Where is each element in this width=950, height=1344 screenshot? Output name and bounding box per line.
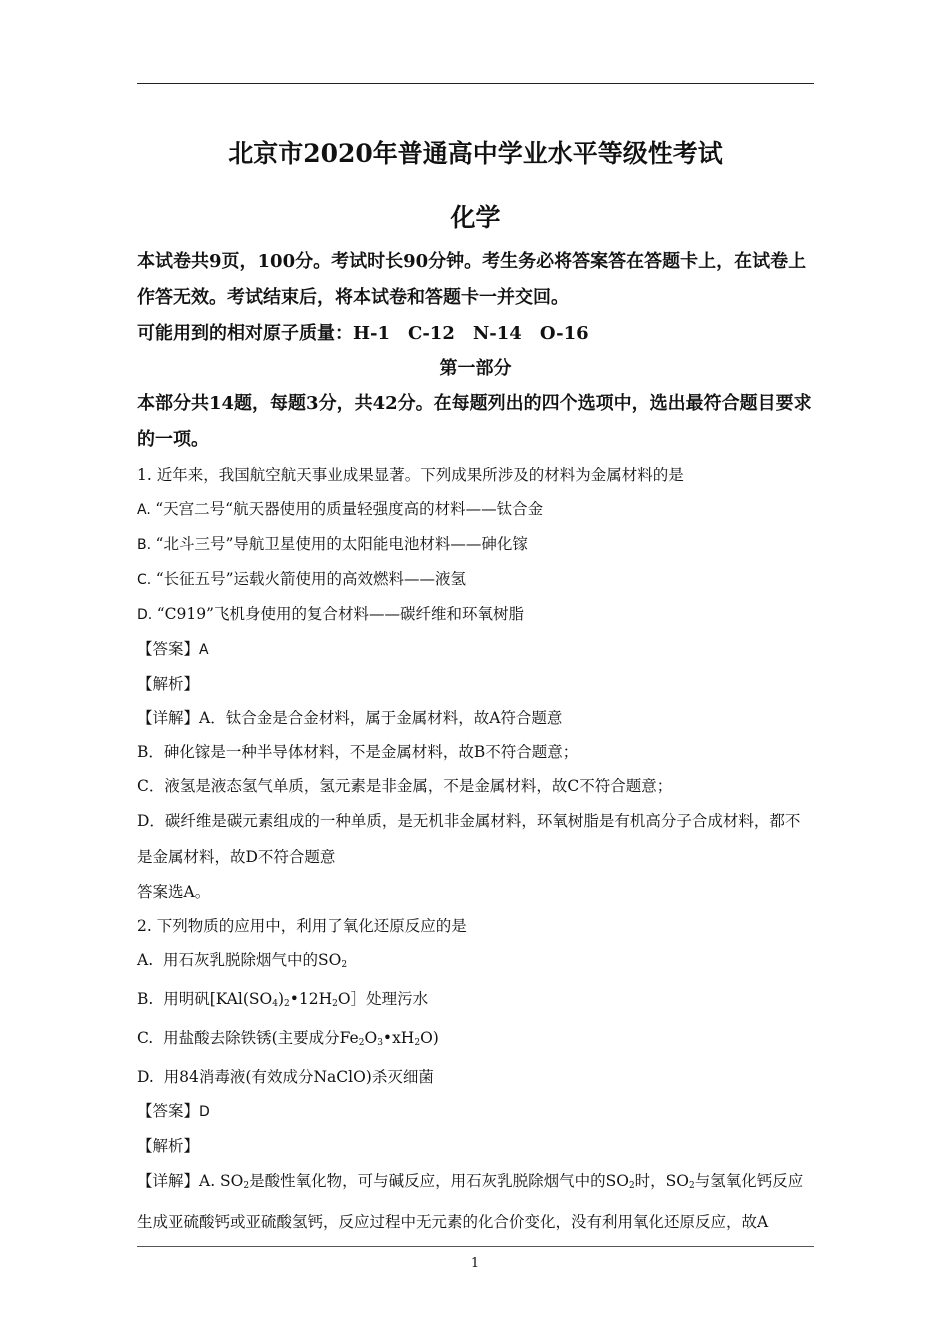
q2-option-a: A. 用石灰乳脱除烟气中的$SO_2$: [137, 951, 348, 970]
q1-detail-1: 【详解】A．钛合金是合金材料，属于金属材料，故A符合题意: [137, 709, 563, 727]
q1-detail-3: C．液氢是液态氢气单质，氢元素是非金属，不是金属材料，故C不符合题意；: [137, 777, 673, 795]
q2-detail: 【详解】A. $SO_2$是酸性氧化物，可与碱反应，用石灰乳脱除烟气中的$SO_2$时，$SO_2$与氢氧化钙反应生成亚硫酸钙或亚硫酸氢钙，反应过程中无元素的化合价变化，没有利用氧化还原反应，故A: [137, 1172, 804, 1231]
exam-title: 北京市2020年普通高中学业水平等级性考试: [228, 139, 723, 168]
q1-stem: 1. 近年来，我国航空航天事业成果显著。下列成果所涉及的材料为金属材料的是: [137, 466, 684, 484]
q2-stem: 2. 下列物质的应用中，利用了氧化还原反应的是: [137, 917, 467, 935]
q1-option-a: A. “天宫二号“航天器使用的质量轻强度高的材料——钛合金: [137, 500, 544, 518]
exam-notice: 本试卷共9页，100分。考试时长90分钟。考生务必将答案答在答题卡上，在试卷上作答无效。考试结束后，将本试卷和答题卡一并交回。: [137, 251, 807, 308]
q1-answer: 【答案】A: [137, 640, 209, 658]
page-number: 1: [470, 1256, 480, 1271]
subject-title: 化学: [450, 203, 501, 232]
q1-conclusion: 答案选A。: [137, 883, 211, 901]
q1-option-d: D. “C919”飞机身使用的复合材料——碳纤维和环氧树脂: [137, 605, 524, 623]
q2-answer: 【答案】D: [137, 1102, 210, 1120]
q1-analysis-tag: 【解析】: [137, 675, 200, 693]
part-heading: 第一部分: [439, 358, 512, 379]
q2-option-b: B. 用明矾[$KAl(SO_4)_2•12H_2O]$处理污水: [137, 990, 429, 1009]
document-page: [137, 120, 814, 1240]
footer-rule: [137, 1246, 814, 1247]
q1-option-c: C. “长征五号”运载火箭使用的高效燃料——液氢: [137, 570, 467, 588]
atomic-masses: 可能用到的相对原子质量：H-1 C-12 N-14 O-16: [137, 323, 589, 344]
q1-detail-4: D．碳纤维是碳元素组成的一种单质，是无机非金属材料，环氧树脂是有机高分子合成材料，都不是金属材料，故D不符合题意: [137, 812, 801, 866]
q1-detail-2: B．砷化镓是一种半导体材料，不是金属材料，故B不符合题意；: [137, 743, 579, 761]
part-instructions: 本部分共14题，每题3分，共42分。在每题列出的四个选项中，选出最符合题目要求的一项。: [137, 393, 812, 450]
q2-analysis-tag: 【解析】: [137, 1137, 200, 1155]
q2-option-d: D. 用84消毒液(有效成分NaClO)杀灭细菌: [137, 1068, 434, 1086]
q1-option-b: B. “北斗三号”导航卫星使用的太阳能电池材料——砷化镓: [137, 535, 528, 553]
header-rule: [137, 83, 814, 84]
q2-option-c: C. 用盐酸去除铁锈(主要成分$Fe_2O_3•xH_2O$): [137, 1029, 439, 1048]
